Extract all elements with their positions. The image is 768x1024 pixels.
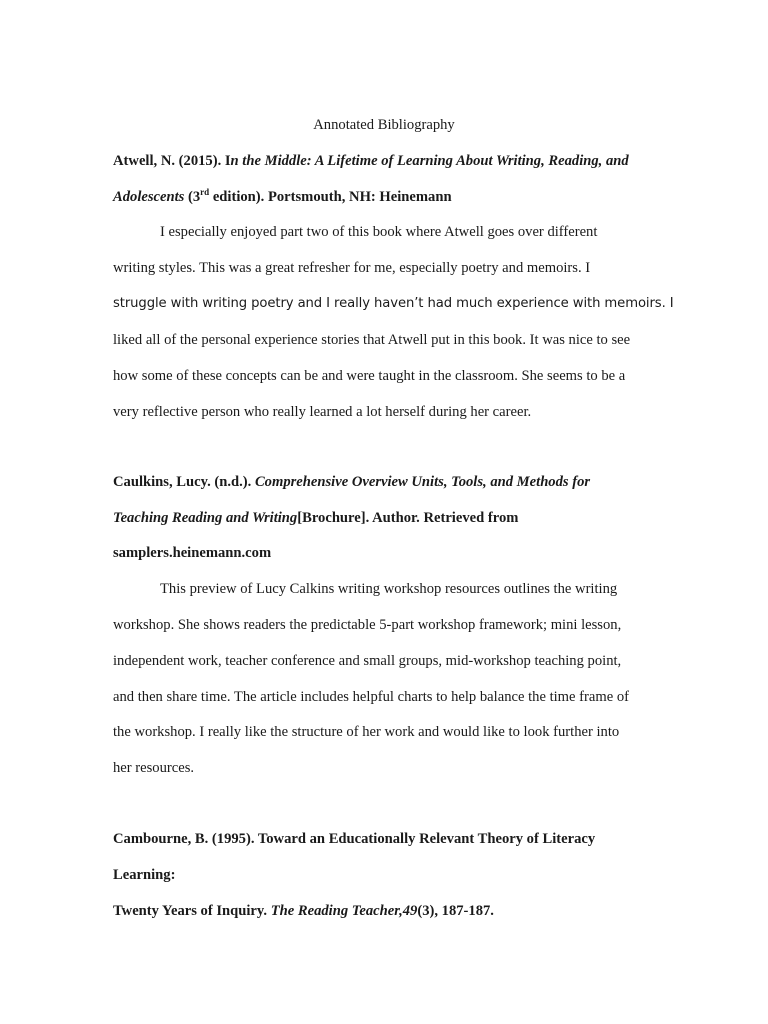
annotation-line: struggle with writing poetry and I really haven’t had much experience with memoirs. I: [113, 296, 674, 311]
annotation-line: her resources.: [113, 760, 195, 776]
annotation-line: This preview of Lucy Calkins writing workshop resources outlines the writing: [160, 581, 618, 597]
citation-edition: (3: [184, 189, 201, 205]
document-title: Annotated Bibliography: [313, 117, 455, 133]
citation-book-title-cont: Adolescents: [113, 189, 185, 205]
citation-atwell-line-2: [113, 188, 452, 206]
annotation-line: very reflective person who really learned a lot herself during her career.: [113, 404, 532, 420]
annotation-line: and then share time. The article includes helpful charts to help balance the time frame of: [113, 689, 629, 705]
citation-calkins-line-1: [113, 473, 590, 491]
citation-work-title: Comprehensive Overview Units, Tools, and Methods for: [254, 474, 591, 490]
citation-calkins-line-3: [113, 544, 271, 562]
annotation-line: independent work, teacher conference and small groups, mid-workshop teaching point,: [113, 653, 622, 669]
citation-cambourne-line-2: [113, 866, 175, 884]
citation-journal: The Reading Teacher,49: [270, 903, 418, 919]
citation-subtitle: Twenty Years of Inquiry.: [113, 903, 271, 919]
citation-issue-pages: (3), 187-187.: [417, 903, 494, 919]
citation-author-year: Caulkins, Lucy. (n.d.).: [113, 474, 255, 490]
annotation-line: workshop. She shows readers the predictable 5-part workshop framework; mini lesson,: [113, 617, 622, 633]
citation-cambourne-line-3: [113, 902, 494, 920]
annotation-line: liked all of the personal experience stories that Atwell put in this book. It was nice to see: [113, 332, 631, 348]
annotation-line: the workshop. I really like the structure of her work and would like to look further into: [113, 724, 620, 740]
annotation-line: how some of these concepts can be and were taught in the classroom. She seems to be a: [113, 368, 626, 384]
citation-format: [Brochure]. Author. Retrieved from: [297, 510, 519, 526]
citation-title-cont: Learning:: [113, 867, 176, 883]
citation-source: samplers.heinemann.com: [113, 545, 272, 561]
citation-calkins-line-2: [113, 509, 518, 527]
citation-publisher: edition). Portsmouth, NH: Heinemann: [209, 189, 452, 205]
citation-author-title: Cambourne, B. (1995). Toward an Educationally Relevant Theory of Literacy: [113, 831, 596, 847]
annotation-line: writing styles. This was a great refresher for me, especially poetry and memoirs. I: [113, 260, 591, 276]
citation-work-title-cont: Teaching Reading and Writing: [113, 510, 298, 526]
citation-edition-sup: rd: [200, 187, 210, 198]
citation-author-year: Atwell, N. (2015). I: [113, 153, 231, 169]
citation-atwell-line-1: [113, 152, 629, 170]
annotation-line: I especially enjoyed part two of this book where Atwell goes over different: [160, 224, 598, 240]
citation-cambourne-line-1: [113, 830, 595, 848]
citation-book-title: n the Middle: A Lifetime of Learning About Writing, Reading, and: [230, 153, 629, 169]
